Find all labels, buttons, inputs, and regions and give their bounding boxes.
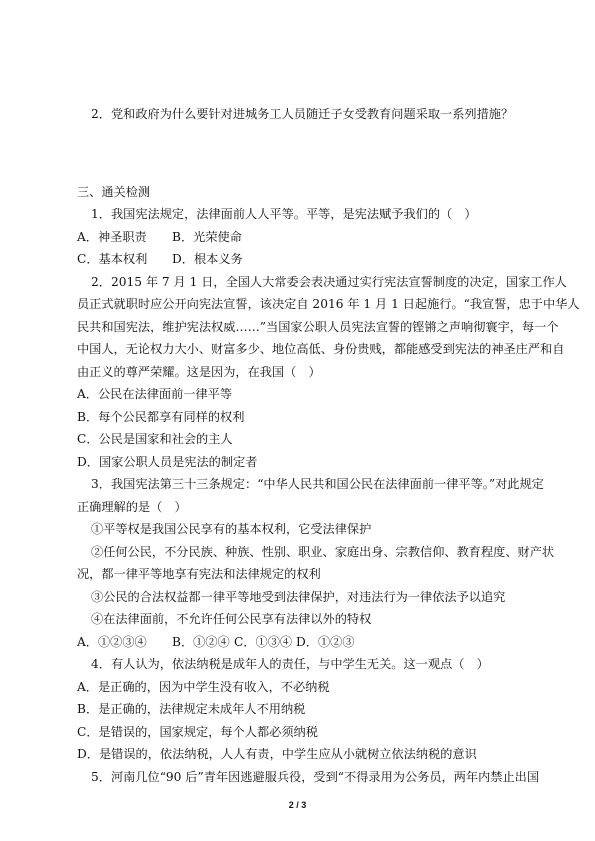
page-number: 2 / 3 xyxy=(288,800,307,810)
q3-statement-2-cont: 况，都一律平等地享有宪法和法律规定的权利 xyxy=(77,567,321,581)
q4-option-a: A．是正确的，因为中学生没有收入，不必纳税 xyxy=(77,680,330,694)
q3-statement-1: ①平等权是我国公民享有的基本权利，它受法律保护 xyxy=(91,522,372,536)
q3-option-d: D．①②③ xyxy=(296,635,355,649)
q1-options-row-2 xyxy=(77,251,243,267)
q3-statement-4: ④在法律面前，不允许任何公民享有法律以外的特权 xyxy=(91,612,372,626)
q3-statement-3: ③公民的合法权益都一律平等地受到法律保护，对违法行为一律依法予以追究 xyxy=(91,590,506,604)
q2-stem-line: 中国人，无论权力大小、财富多少、地位高低、身份贵贱，都能感受到宪法的神圣庄严和自 xyxy=(77,342,565,356)
q2-option-b: B．每个公民都享有同样的权利 xyxy=(77,410,245,424)
q2-stem-line: 民共和国宪法，维护宪法权威……”当国家公职人员宪法宣誓的铿锵之声响彻寰宇，每一个 xyxy=(77,320,559,334)
q3-stem-line: 3．我国宪法第三十三条规定：“中华人民共和国公民在法律面前一律平等。”对此规定 xyxy=(91,477,544,491)
q4-option-c: C．是错误的，国家规定，每个人都必须纳税 xyxy=(77,725,318,739)
q3-option-c: C．①③④ xyxy=(234,635,293,649)
q2-stem-line: 员正式就职时应公开向宪法宣誓，该决定自 2016 年 1 月 1 日起施行。“我宣誓，忠于中华人 xyxy=(77,297,580,311)
q3-stem-line: 正确理解的是（ ） xyxy=(77,500,187,514)
q3-option-b: B．①②④ xyxy=(172,635,230,649)
q3-option-a: A．①②③④ xyxy=(77,635,147,649)
q1-option-a: A．神圣职责 xyxy=(77,230,147,244)
q3-statement-2: ②任何公民，不分民族、种族、性别、职业、家庭出身、宗教信仰、教育程度、财产状 xyxy=(91,545,555,559)
q4-stem: 4．有人认为，依法纳税是成年人的责任，与中学生无关。这一观点（ ） xyxy=(91,657,489,671)
q2-option-a: A．公民在法律面前一律平等 xyxy=(77,387,233,401)
q2-stem-line: 2．2015 年 7 月 1 日，全国人大常委会表决通过实行宪法宣誓制度的决定，国家工作人 xyxy=(91,275,567,289)
q3-options-row xyxy=(77,634,355,650)
q2-stem-line: 由正义的尊严荣耀。这是因为，在我国（ ） xyxy=(77,365,321,379)
section-title: 三、通关检测 xyxy=(77,185,151,199)
q5-stem: 5．河南几位“90 后”青年因逃避服兵役，受到“不得录用为公务员，两年内禁止出国 xyxy=(91,770,540,784)
q2-option-d: D．国家公职人员是宪法的制定者 xyxy=(77,455,258,469)
previous-question-2: 2．党和政府为什么要针对进城务工人员随迁子女受教育问题采取一系列措施？ xyxy=(91,107,514,121)
q1-option-d: D．根本义务 xyxy=(172,252,243,266)
q1-option-c: C．基本权利 xyxy=(77,252,148,266)
q1-option-b: B．光荣使命 xyxy=(172,230,242,244)
q4-option-d: D．是错误的，依法纳税，人人有责，中学生应从小就树立依法纳税的意识 xyxy=(77,747,477,761)
q4-option-b: B．是正确的，法律规定未成年人不用纳税 xyxy=(77,702,306,716)
q1-options-row-1 xyxy=(77,229,242,245)
q2-option-c: C．公民是国家和社会的主人 xyxy=(77,432,233,446)
q1-stem: 1．我国宪法规定，法律面前人人平等。平等，是宪法赋予我们的（ ） xyxy=(91,207,477,221)
